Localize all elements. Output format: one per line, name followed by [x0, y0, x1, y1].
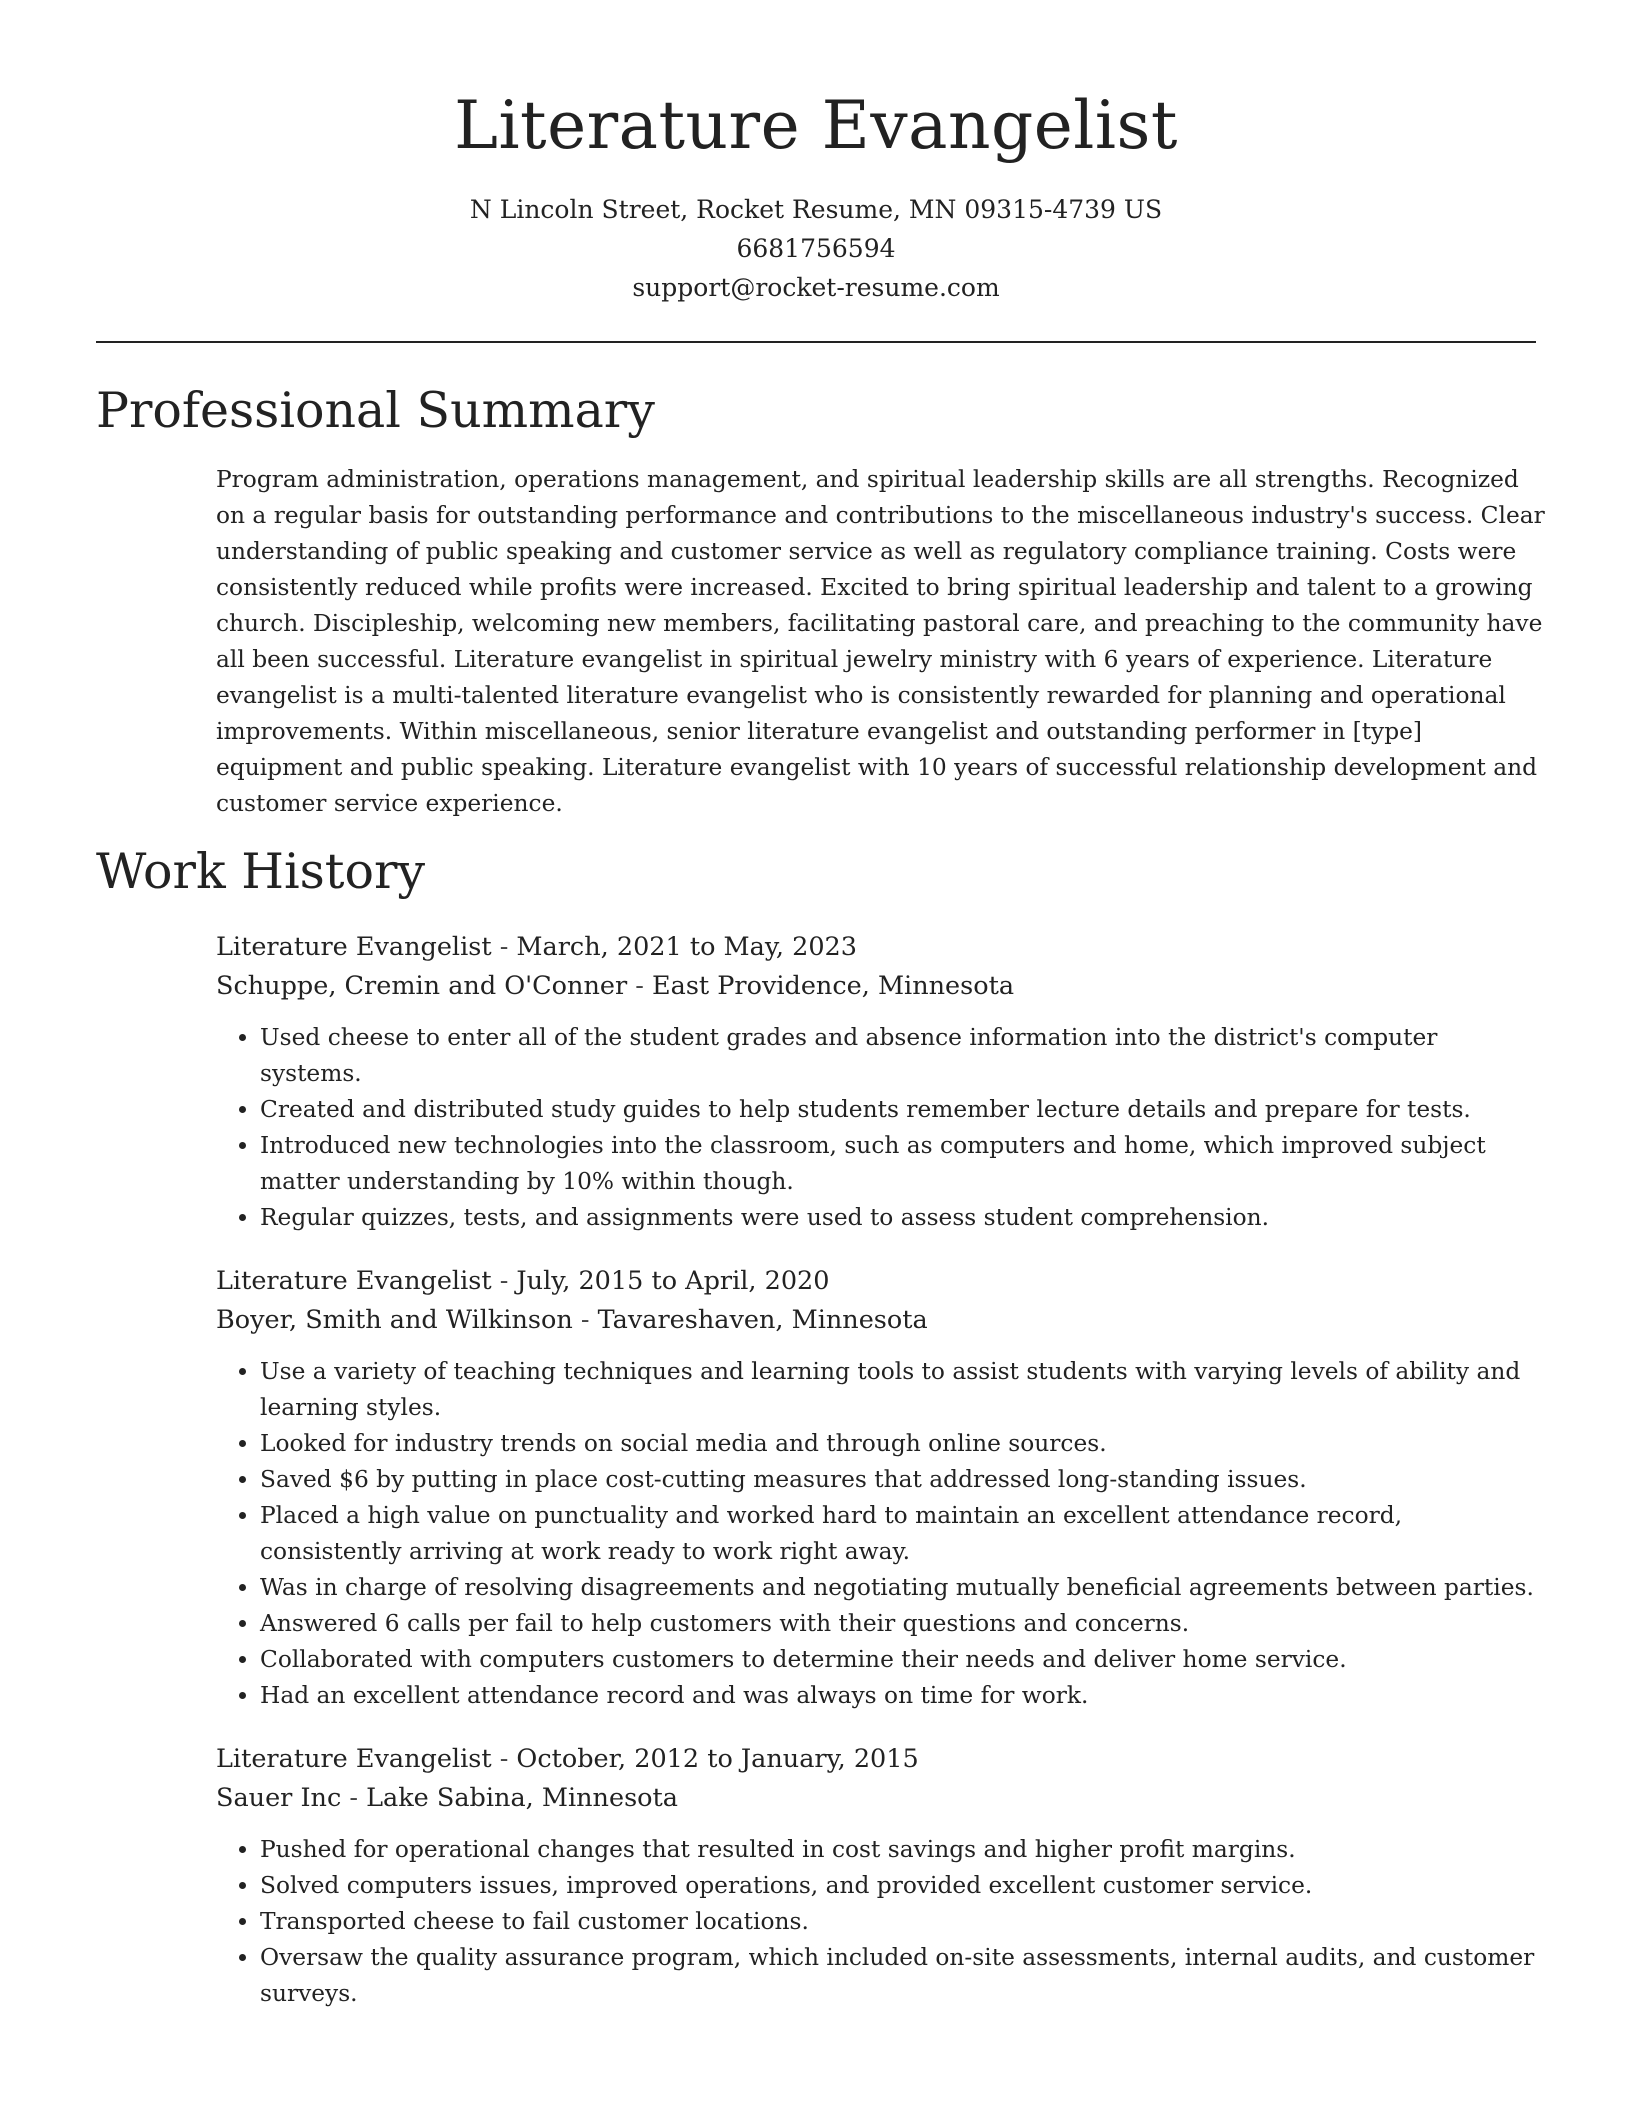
job-entry — [216, 1262, 1546, 1714]
job-dates: July, 2015 to April, 2020 — [516, 1266, 830, 1296]
job-bullet: • Had an excellent attendance record and was always on time for work. — [260, 1678, 1546, 1714]
job-dates: October, 2012 to January, 2015 — [516, 1744, 919, 1774]
job-bullet: • Looked for industry trends on social media and through online sources. — [260, 1426, 1546, 1462]
summary-heading: Professional Summary — [96, 382, 655, 439]
job-bullets — [216, 1354, 1546, 1714]
separator: - — [572, 1305, 598, 1335]
job-bullet: • Solved computers issues, improved operations, and provided excellent customer service. — [260, 1868, 1546, 1904]
job-location: Lake Sabina, Minnesota — [366, 1783, 678, 1813]
job-bullet: • Use a variety of teaching techniques and learning tools to assist students with varying levels of ability and learning styles. — [260, 1354, 1546, 1426]
job-bullet: • Pushed for operational changes that resulted in cost savings and higher profit margins. — [260, 1832, 1546, 1868]
job-bullet: • Answered 6 calls per fail to help customers with their questions and concerns. — [260, 1606, 1546, 1642]
job-location: East Providence, Minnesota — [652, 971, 1015, 1001]
summary-text: Program administration, operations management, and spiritual leadership skills are all strengths. Recognized on a regular basis for outstanding performance and contributions to the miscellaneous industry's success. Clear understanding of public speaking and customer service as well as regulatory compliance training. Costs were consistently reduced while profits were increased. Excited to bring spiritual leadership and talent to a growing church. Discipleship, welcoming new members, facilitating pastoral care, and preaching to the community have all been successful. Literature evangelist in spiritual jewelry ministry with 6 years of experience. Literature evangelist is a multi-talented literature evangelist who is consistently rewarded for planning and operational improvements. Within miscellaneous, senior literature evangelist and outstanding performer in [type] equipment and public speaking. Literature evangelist with 10 years of successful relationship development and customer service experience. — [216, 466, 1545, 817]
contact-address: N Lincoln Street, Rocket Resume, MN 09315-4739 US — [469, 195, 1163, 224]
contact-phone: 6681756594 — [736, 234, 896, 263]
work-history-heading: Work History — [96, 843, 426, 900]
job-bullet: • Used cheese to enter all of the student grades and absence information into the district's computer systems. — [260, 1020, 1546, 1092]
job-company: Schuppe, Cremin and O'Conner — [216, 971, 628, 1001]
job-location: Tavareshaven, Minnesota — [597, 1305, 928, 1335]
separator: - — [491, 1266, 517, 1296]
job-entry — [216, 928, 1546, 1236]
job-bullet: • Collaborated with computers customers to determine their needs and deliver home service. — [260, 1642, 1546, 1678]
separator: - — [341, 1783, 367, 1813]
job-entry — [216, 1740, 1546, 2012]
job-bullet: • Created and distributed study guides to help students remember lecture details and prepare for tests. — [260, 1092, 1546, 1128]
job-company-line — [216, 967, 1546, 1006]
job-title: Literature Evangelist — [216, 932, 492, 962]
job-company: Sauer Inc — [216, 1783, 342, 1813]
job-company-line — [216, 1779, 1546, 1818]
separator: - — [627, 971, 652, 1001]
separator: - — [491, 932, 517, 962]
job-dates: March, 2021 to May, 2023 — [516, 932, 857, 962]
job-title: Literature Evangelist — [216, 1744, 492, 1774]
header-divider — [96, 341, 1536, 343]
job-bullet: • Transported cheese to fail customer locations. — [260, 1904, 1546, 1940]
job-bullets — [216, 1020, 1546, 1236]
job-bullet: • Saved $6 by putting in place cost-cutting measures that addressed long-standing issues. — [260, 1462, 1546, 1498]
job-title-line — [216, 1262, 1546, 1301]
resume-header — [0, 0, 1632, 307]
job-title-line — [216, 1740, 1546, 1779]
contact-email: support@rocket-resume.com — [632, 273, 1000, 302]
job-title-line — [216, 928, 1546, 967]
job-bullet: • Placed a high value on punctuality and worked hard to maintain an excellent attendance record, consistently arriving at work ready to work right away. — [260, 1498, 1546, 1570]
separator: - — [491, 1744, 517, 1774]
work-history-list — [216, 928, 1546, 2038]
job-title: Literature Evangelist — [216, 1266, 492, 1296]
job-bullet: • Regular quizzes, tests, and assignments were used to assess student comprehension. — [260, 1200, 1546, 1236]
candidate-name: Literature Evangelist — [454, 87, 1178, 164]
job-bullets — [216, 1832, 1546, 2012]
job-company: Boyer, Smith and Wilkinson — [216, 1305, 573, 1335]
job-company-line — [216, 1301, 1546, 1340]
contact-block — [0, 190, 1632, 307]
job-bullet: • Oversaw the quality assurance program, which included on-site assessments, internal audits, and customer surveys. — [260, 1940, 1546, 2012]
job-bullet: • Was in charge of resolving disagreements and negotiating mutually beneficial agreements between parties. — [260, 1570, 1546, 1606]
job-bullet: • Introduced new technologies into the classroom, such as computers and home, which improved subject matter understanding by 10% within though. — [260, 1128, 1546, 1200]
